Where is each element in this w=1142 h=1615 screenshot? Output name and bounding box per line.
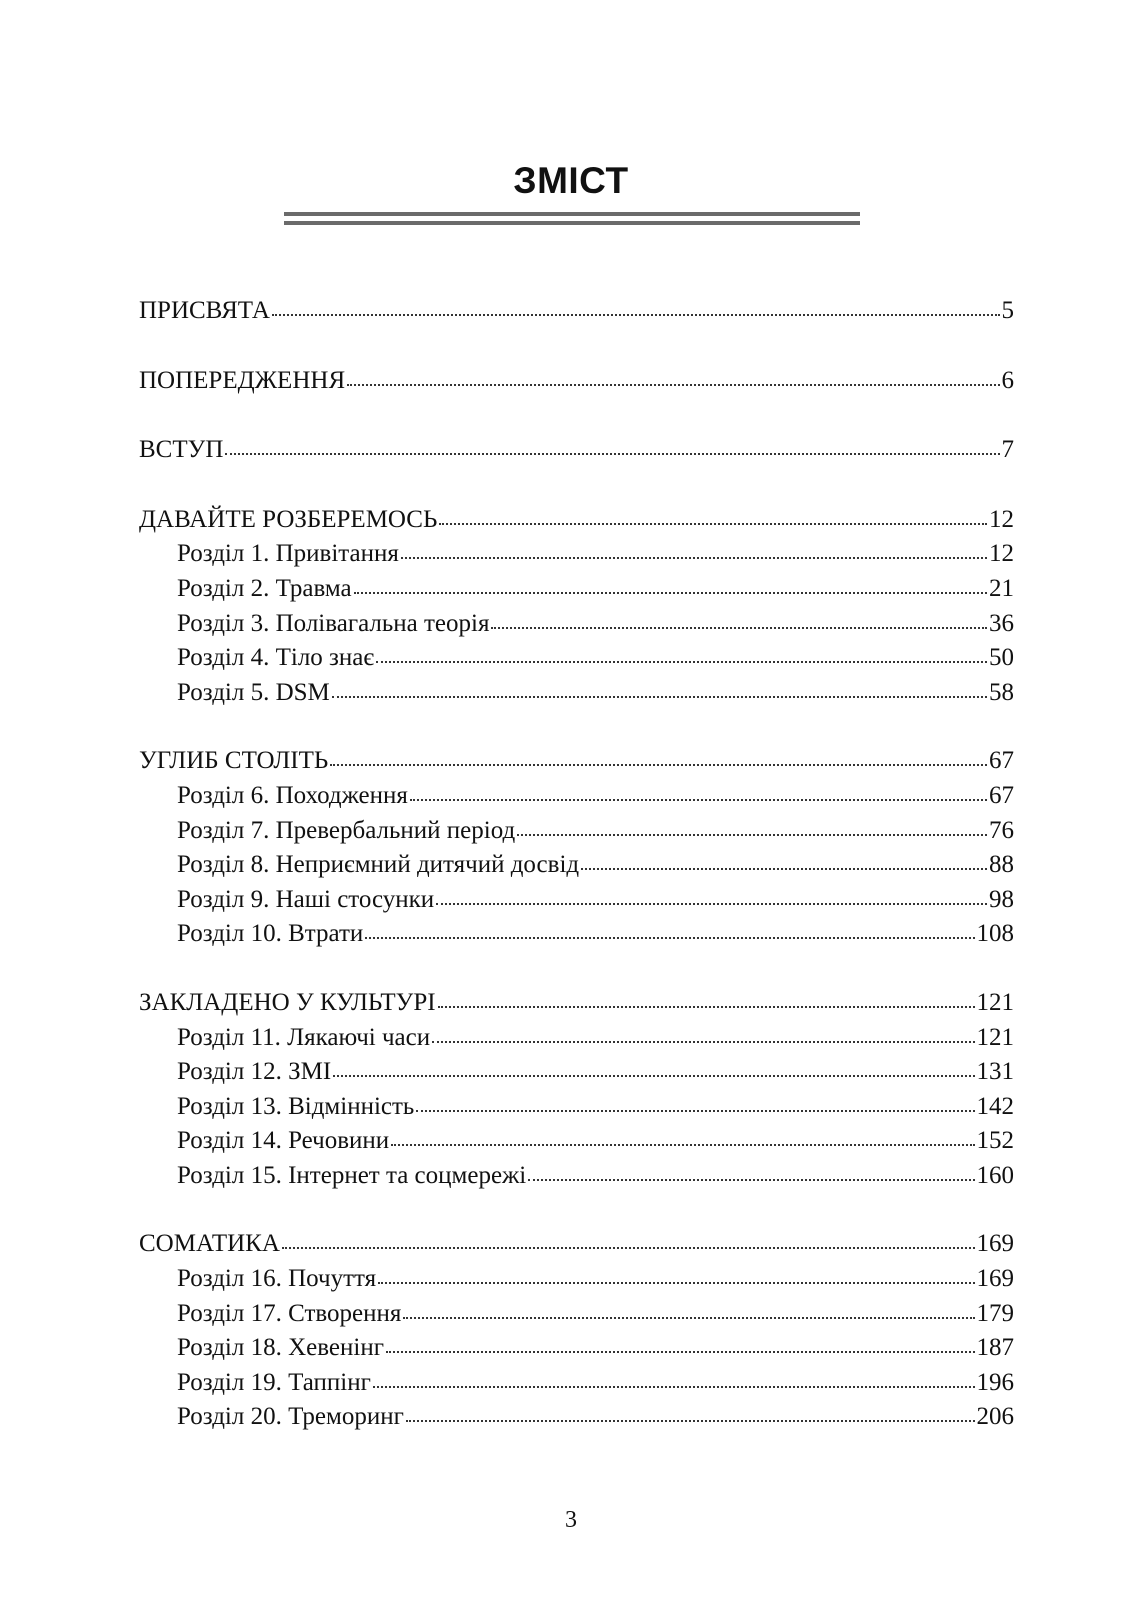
toc-entry-page: 196	[976, 1368, 1014, 1396]
dot-leader	[330, 764, 987, 766]
toc-entry-label: ПРИСВЯТА	[139, 297, 270, 324]
toc-entry-page: 169	[976, 1265, 1014, 1293]
toc-entry[interactable]	[139, 364, 1014, 399]
page-number: 3	[565, 1507, 577, 1533]
dot-leader	[439, 523, 987, 525]
toc-entry-page: 12	[989, 505, 1014, 533]
toc-chapter-entry[interactable]	[139, 641, 1014, 676]
toc-group-front-2	[139, 364, 1014, 399]
toc-chapter-entry[interactable]	[139, 1090, 1014, 1125]
toc-entry-label: Розділ 19. Таппінг	[177, 1368, 371, 1396]
toc-part-heading[interactable]	[139, 503, 1014, 538]
dot-leader	[225, 453, 999, 455]
title-rule-bottom	[284, 221, 860, 225]
toc-entry-label: Розділ 10. Втрати	[177, 920, 364, 948]
toc-entry-label: Розділ 6. Походження	[177, 781, 408, 809]
toc-entry-label: Розділ 2. Травма	[177, 574, 352, 602]
dot-leader	[581, 868, 987, 870]
table-of-contents	[139, 294, 1014, 1469]
toc-entry-label: Розділ 9. Наші стосунки	[177, 885, 435, 913]
dot-leader	[347, 384, 999, 386]
toc-entry-label: ДАВАЙТЕ РОЗБЕРЕМОСЬ	[139, 505, 438, 533]
toc-part-heading[interactable]	[139, 744, 1014, 779]
dot-leader	[416, 1110, 974, 1112]
dot-leader	[528, 1179, 974, 1181]
dot-leader	[410, 799, 987, 801]
toc-entry-label: Розділ 11. Лякаючі часи	[177, 1023, 431, 1051]
toc-part-1	[139, 503, 1014, 711]
toc-chapter-entry[interactable]	[139, 1297, 1014, 1332]
toc-group-front-3	[139, 433, 1014, 468]
toc-entry-page: 179	[976, 1299, 1014, 1327]
dot-leader	[378, 1282, 974, 1284]
toc-entry-label: Розділ 8. Неприємний дитячий досвід	[177, 851, 580, 879]
toc-part-2	[139, 744, 1014, 952]
toc-entry-page: 67	[989, 781, 1014, 809]
toc-part-3	[139, 986, 1014, 1194]
toc-entry-page: 131	[976, 1058, 1014, 1086]
dot-leader	[438, 1006, 975, 1008]
toc-group-front-1	[139, 294, 1014, 329]
toc-chapter-entry[interactable]	[139, 1262, 1014, 1297]
title-rule-top	[284, 212, 860, 216]
toc-chapter-entry[interactable]	[139, 917, 1014, 952]
dot-leader	[406, 1420, 975, 1422]
dot-leader	[373, 1386, 975, 1388]
toc-entry-label: Розділ 14. Речовини	[177, 1127, 390, 1155]
page-title: ЗМІСТ	[513, 160, 629, 201]
toc-entry-page: 98	[989, 885, 1014, 913]
toc-entry-label: Розділ 12. ЗМІ	[177, 1058, 332, 1086]
toc-entry-page: 169	[976, 1230, 1014, 1258]
toc-chapter-entry[interactable]	[139, 1021, 1014, 1056]
toc-chapter-entry[interactable]	[139, 572, 1014, 607]
toc-entry-label: СОМАТИКА	[139, 1230, 280, 1258]
dot-leader	[376, 661, 987, 663]
toc-entry-page: 21	[989, 574, 1014, 602]
toc-chapter-entry[interactable]	[139, 537, 1014, 572]
dot-leader	[354, 592, 987, 594]
toc-entry-label: Розділ 16. Почуття	[177, 1265, 377, 1293]
toc-chapter-entry[interactable]	[139, 779, 1014, 814]
toc-entry-label: Розділ 4. Тіло знає	[177, 644, 375, 672]
toc-chapter-entry[interactable]	[139, 1159, 1014, 1194]
toc-entry-label: ВСТУП	[139, 436, 224, 464]
toc-chapter-entry[interactable]	[139, 1331, 1014, 1366]
dot-leader	[332, 696, 987, 698]
toc-entry-page: 58	[989, 678, 1014, 706]
toc-entry-page: 142	[976, 1092, 1014, 1120]
toc-entry-page: 152	[976, 1127, 1014, 1155]
toc-entry-label: УГЛИБ СТОЛІТЬ	[139, 747, 329, 775]
toc-entry-page: 160	[976, 1161, 1014, 1189]
toc-chapter-entry[interactable]	[139, 676, 1014, 711]
toc-entry-page: 187	[976, 1334, 1014, 1362]
toc-entry-label: ПОПЕРЕДЖЕННЯ	[139, 366, 346, 394]
toc-entry-page: 50	[989, 644, 1014, 672]
dot-leader	[436, 903, 987, 905]
toc-entry-label: Розділ 7. Превербальний період	[177, 816, 516, 844]
dot-leader	[391, 1144, 974, 1146]
toc-entry-label: Розділ 15. Інтернет та соцмережі	[177, 1161, 527, 1189]
toc-chapter-entry[interactable]	[139, 848, 1014, 883]
toc-entry-label: Розділ 13. Відмінність	[177, 1092, 415, 1120]
toc-chapter-entry[interactable]	[139, 1055, 1014, 1090]
toc-entry-label: Розділ 17. Створення	[177, 1299, 402, 1327]
dot-leader	[282, 1247, 975, 1249]
toc-entry-page: 88	[989, 851, 1014, 879]
toc-part-heading[interactable]	[139, 986, 1014, 1021]
toc-entry-page: 121	[976, 988, 1014, 1016]
toc-entry-page: 7	[1001, 436, 1014, 464]
toc-entry-page: 6	[1001, 366, 1014, 394]
toc-part-heading[interactable]	[139, 1227, 1014, 1262]
toc-entry-label: Розділ 20. Треморинг	[177, 1403, 404, 1431]
toc-entry-page: 67	[989, 747, 1014, 775]
toc-chapter-entry[interactable]	[139, 1400, 1014, 1435]
toc-part-4	[139, 1227, 1014, 1435]
toc-entry-page: 36	[989, 609, 1014, 637]
toc-entry[interactable]	[139, 433, 1014, 468]
toc-entry-label: Розділ 1. Привітання	[177, 540, 399, 568]
dot-leader	[272, 314, 1000, 316]
toc-entry-label: Розділ 18. Хевенінг	[177, 1334, 384, 1362]
dot-leader	[401, 557, 987, 559]
toc-entry-label: Розділ 5. DSM	[177, 678, 330, 706]
dot-leader	[386, 1351, 975, 1353]
toc-chapter-entry[interactable]	[139, 1366, 1014, 1401]
toc-entry-label: Розділ 3. Полівагальна теорія	[177, 609, 490, 637]
toc-entry[interactable]	[139, 294, 1014, 329]
toc-chapter-entry[interactable]	[139, 814, 1014, 849]
toc-chapter-entry[interactable]	[139, 1124, 1014, 1159]
dot-leader	[365, 937, 974, 939]
toc-chapter-entry[interactable]	[139, 607, 1014, 642]
dot-leader	[517, 834, 987, 836]
dot-leader	[432, 1041, 974, 1043]
toc-entry-page: 5	[1001, 297, 1014, 324]
toc-entry-page: 121	[976, 1023, 1014, 1051]
toc-entry-label: ЗАКЛАДЕНО У КУЛЬТУРІ	[139, 988, 436, 1016]
toc-chapter-entry[interactable]	[139, 883, 1014, 918]
toc-entry-page: 206	[976, 1403, 1014, 1431]
toc-entry-page: 76	[989, 816, 1014, 844]
toc-entry-page: 12	[989, 540, 1014, 568]
dot-leader	[403, 1317, 974, 1319]
dot-leader	[333, 1075, 974, 1077]
toc-entry-page: 108	[976, 920, 1014, 948]
dot-leader	[491, 627, 987, 629]
